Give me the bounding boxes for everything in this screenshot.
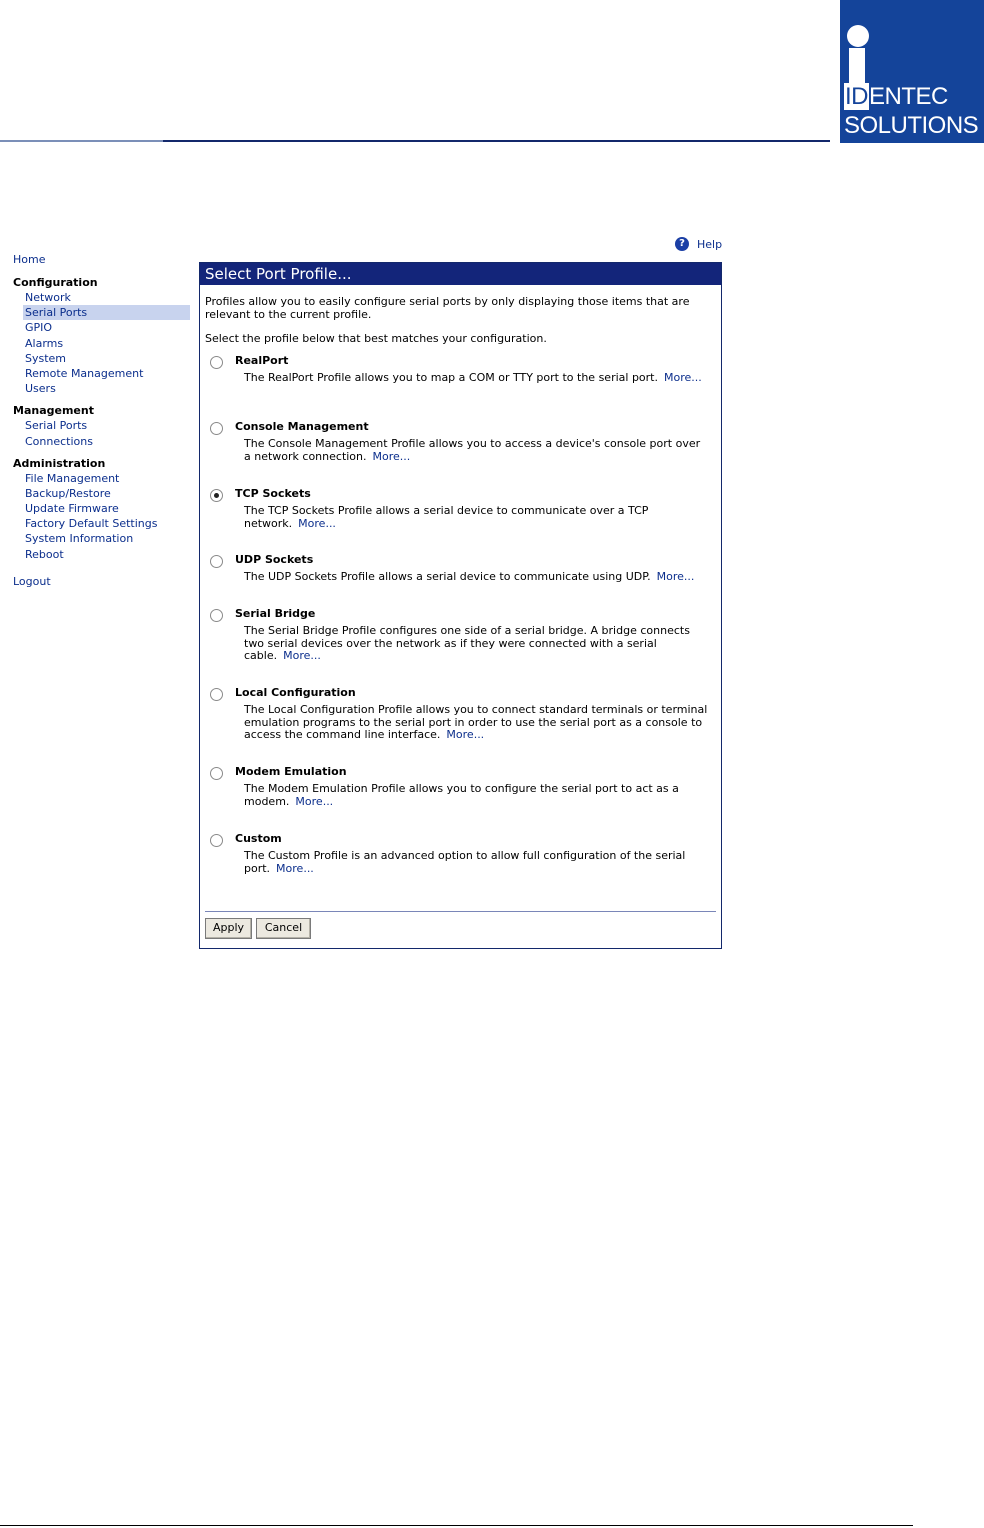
nav-section-administration: Administration (13, 456, 106, 470)
panel-instruction: Select the profile below that best matches your configuration. (205, 332, 547, 345)
radio-local-configuration[interactable] (210, 688, 223, 701)
logo-bar (849, 48, 865, 84)
panel-divider (205, 911, 716, 912)
nav-item-factory-default-settings[interactable]: Factory Default Settings (25, 517, 158, 531)
profile-name: Local Configuration (235, 686, 356, 699)
profile-desc: The Custom Profile is an advanced option to allow full configuration of the serial port. More... (244, 849, 686, 875)
profile-desc: The RealPort Profile allows you to map a COM or TTY port to the serial port. More... (244, 371, 702, 384)
panel-title: Select Port Profile... (200, 263, 721, 285)
profile-name: TCP Sockets (235, 487, 311, 500)
sidebar-nav (13, 252, 190, 590)
company-logo (840, 0, 984, 143)
more-link[interactable]: More... (446, 728, 485, 742)
header-divider-left (0, 140, 163, 142)
help-icon: ? (675, 237, 689, 251)
radio-udp-sockets[interactable] (210, 555, 223, 568)
panel-intro: Profiles allow you to easily configure serial ports by only displaying those items that are relevant to the current profile. (205, 295, 690, 321)
nav-item-mgmt-serial-ports[interactable]: Serial Ports (25, 419, 88, 433)
cancel-button[interactable]: Cancel (256, 918, 311, 939)
select-port-profile-panel (199, 262, 722, 949)
help-label: Help (697, 237, 723, 251)
nav-section-configuration: Configuration (13, 276, 98, 289)
nav-item-gpio[interactable]: GPIO (25, 321, 53, 335)
radio-realport[interactable] (210, 356, 223, 369)
nav-item-network[interactable]: Network (25, 291, 71, 304)
nav-item-remote-management[interactable]: Remote Management (25, 366, 144, 380)
more-link[interactable]: More... (283, 649, 321, 663)
nav-item-backup-restore[interactable]: Backup/Restore (25, 486, 111, 500)
more-link[interactable]: More... (663, 371, 702, 384)
nav-item-users[interactable]: Users (25, 382, 56, 396)
profile-desc: The Console Management Profile allows you to access a device's console port over a network connection. More... (244, 437, 701, 463)
profile-desc: The Serial Bridge Profile configures one side of a serial bridge. A bridge connects two serial devices over the network as if they were connected with a serial cable. More... (244, 624, 690, 663)
more-link[interactable]: More... (298, 516, 336, 530)
more-link[interactable]: More... (656, 570, 695, 583)
radio-serial-bridge[interactable] (210, 609, 223, 622)
logo-line2: SOLUTIONS (844, 112, 979, 139)
nav-item-system[interactable]: System (25, 351, 67, 365)
nav-logout[interactable]: Logout (13, 574, 51, 588)
nav-home[interactable]: Home (13, 253, 46, 266)
nav-item-file-management[interactable]: File Management (25, 471, 120, 485)
profile-name: Console Management (235, 420, 369, 433)
header-divider (163, 140, 830, 142)
radio-custom[interactable] (210, 834, 223, 847)
profile-desc: The Local Configuration Profile allows you to connect standard terminals or terminal emulation programs to the serial port in order to use the serial port as a console to access the command line interface. More... (244, 703, 708, 742)
radio-modem-emulation[interactable] (210, 767, 223, 780)
profile-desc: The UDP Sockets Profile allows a serial device to communicate using UDP. More... (244, 570, 695, 583)
profile-name: Serial Bridge (235, 607, 316, 620)
footer-divider (0, 1525, 913, 1526)
more-link[interactable]: More... (372, 449, 411, 463)
radio-console-management[interactable] (210, 422, 223, 435)
logo-dot (847, 25, 869, 47)
logo-line1: IDENTEC (845, 83, 948, 110)
profile-desc: The TCP Sockets Profile allows a serial device to communicate over a TCP network. More... (244, 504, 649, 530)
nav-item-serial-ports[interactable]: Serial Ports (23, 305, 190, 320)
profile-name: UDP Sockets (235, 553, 314, 566)
more-link[interactable]: More... (276, 861, 314, 875)
radio-tcp-sockets[interactable] (210, 489, 223, 502)
more-link[interactable]: More... (295, 794, 334, 808)
nav-item-update-firmware[interactable]: Update Firmware (25, 502, 119, 516)
profile-options (200, 354, 721, 904)
nav-section-management: Management (13, 404, 94, 418)
apply-button[interactable]: Apply (205, 918, 252, 939)
nav-item-reboot[interactable]: Reboot (25, 547, 64, 561)
profile-desc: The Modem Emulation Profile allows you to configure the serial port to act as a modem. More... (244, 782, 679, 808)
profile-name: RealPort (235, 354, 289, 367)
nav-item-connections[interactable]: Connections (25, 434, 93, 448)
help-link[interactable] (675, 237, 722, 251)
nav-item-alarms[interactable]: Alarms (25, 336, 64, 350)
profile-name: Custom (235, 832, 282, 845)
nav-item-system-information[interactable]: System Information (25, 532, 134, 546)
profile-name: Modem Emulation (235, 765, 347, 778)
